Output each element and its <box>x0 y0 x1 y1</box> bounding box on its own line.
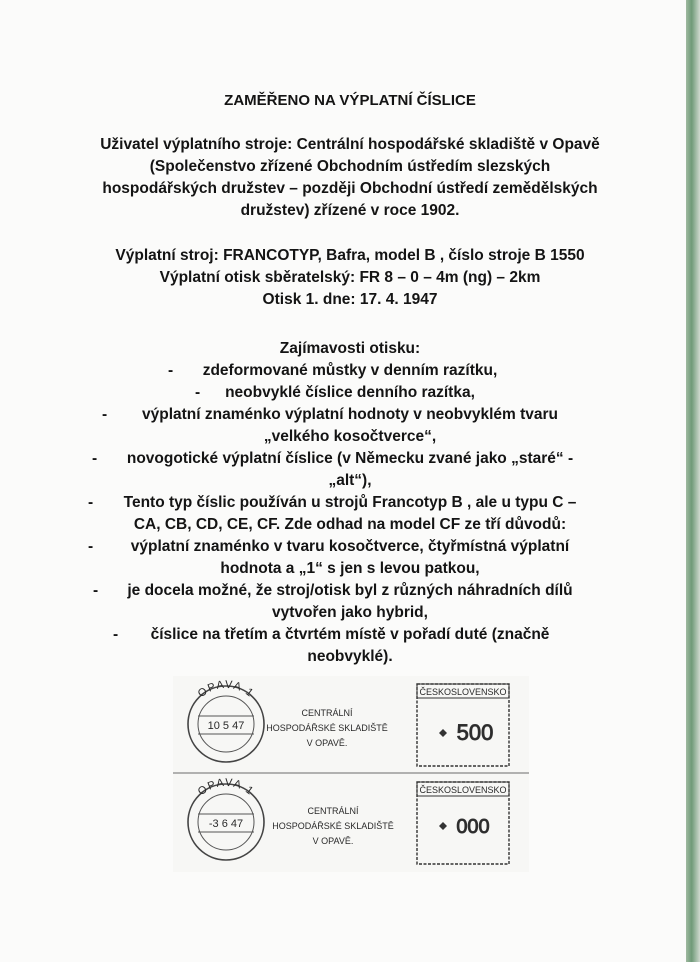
value-frame-2 <box>417 782 509 864</box>
sender-line: V OPAVĚ. <box>306 738 348 748</box>
list-dash: - <box>93 582 99 599</box>
page-edge-scan-artifact <box>686 0 700 962</box>
list-dash: - <box>113 626 119 643</box>
meter-value-1: 500 <box>456 720 494 745</box>
interest-item <box>30 580 670 624</box>
list-dash: - <box>88 538 94 555</box>
machine-description <box>30 245 670 311</box>
interest-line: „alt“), <box>328 472 372 489</box>
diamond-sign-icon <box>439 822 447 830</box>
sender-line: HOSPODÁŘSKÉ SKLADIŠTĚ <box>266 723 388 733</box>
country-name-2: ČESKOSLOVENSKO <box>419 785 507 795</box>
meter-impression-1 <box>188 679 509 766</box>
list-dash: - <box>92 450 98 467</box>
machine-line: Výplatní stroj: FRANCOTYP, Bafra, model B , číslo stroje B 1550 <box>115 247 585 264</box>
user-description <box>30 134 670 222</box>
user-line: Uživatel výplatního stroje: Centrální hospodářské skladiště v Opavě <box>100 136 600 153</box>
interest-item <box>30 536 670 580</box>
interest-line: vytvořen jako hybrid, <box>272 604 428 621</box>
list-dash: - <box>195 384 201 401</box>
meter-impression-2 <box>188 777 509 864</box>
list-dash: - <box>102 406 108 423</box>
postmark-town-2: OPAVA 1 <box>195 776 257 799</box>
interest-heading: Zajímavosti otisku: <box>279 340 421 357</box>
list-dash: - <box>168 362 174 379</box>
sender-slogan-1 <box>266 708 388 748</box>
value-frame-1 <box>417 684 509 766</box>
sender-line: CENTRÁLNÍ <box>307 806 359 816</box>
interest-list <box>30 360 670 668</box>
interest-line: Tento typ číslic používán u strojů Francotyp B , ale u typu C – <box>123 494 577 511</box>
interest-item <box>30 624 670 668</box>
interest-item <box>30 492 670 536</box>
postmark-date-1: 10 5 47 <box>207 720 245 732</box>
interest-line: „velkého kosočtverce“, <box>263 428 437 445</box>
interest-line: výplatní znaménko výplatní hodnoty v neobvyklém tvaru <box>141 406 559 423</box>
interest-line: novogotické výplatní číslice (v Německu zvané jako „staré“ - <box>126 450 574 467</box>
user-line: družstev) zřízené v roce 1902. <box>240 202 460 219</box>
country-name-1: ČESKOSLOVENSKO <box>419 687 507 697</box>
interest-line: číslice na třetím a čtvrtém místě v pořadí duté (značně <box>150 626 550 643</box>
meter-value-2: 000 <box>456 816 490 838</box>
date-postmark-2 <box>188 777 264 860</box>
sender-slogan-2 <box>272 806 394 846</box>
interest-line: zdeformované můstky v denním razítku, <box>202 362 498 379</box>
document-title: ZAMĚŘENO NA VÝPLATNÍ ČÍSLICE <box>224 92 476 109</box>
date-postmark-1 <box>188 679 264 762</box>
interest-line: hodnota a „1“ s jen s levou patkou, <box>220 560 480 577</box>
machine-line: Výplatní otisk sběratelský: FR 8 – 0 – 4m (ng) – 2km <box>159 269 541 286</box>
interest-line: je docela možné, že stroj/otisk byl z různých náhradních dílů <box>127 582 573 599</box>
interest-line: CA, CB, CD, CE, CF. Zde odhad na model CF ze tří důvodů: <box>133 516 567 533</box>
interest-item <box>30 448 670 492</box>
diamond-sign-icon <box>439 729 447 737</box>
list-dash: - <box>88 494 94 511</box>
meter-stamps-figure <box>173 676 529 872</box>
machine-line: Otisk 1. dne: 17. 4. 1947 <box>262 291 438 308</box>
postmark-town-1: OPAVA 1 <box>195 678 257 701</box>
interest-item <box>30 382 670 404</box>
interest-item <box>30 360 670 382</box>
interest-line: neobvyklé). <box>307 648 393 665</box>
user-line: (Společenstvo zřízené Obchodním ústředím slezských <box>149 158 551 175</box>
meter-stamps-svg <box>173 676 529 872</box>
interest-item <box>30 404 670 448</box>
sender-line: V OPAVĚ. <box>312 836 354 846</box>
sender-line: CENTRÁLNÍ <box>301 708 353 718</box>
interest-line: výplatní znaménko v tvaru kosočtverce, čtyřmístná výplatní <box>130 538 570 555</box>
postmark-date-2: -3 6 47 <box>208 818 244 830</box>
sender-line: HOSPODÁŘSKÉ SKLADIŠTĚ <box>272 821 394 831</box>
user-line: hospodářských družstev – později Obchodní ústředí zemědělských <box>102 180 598 197</box>
interest-line: neobvyklé číslice denního razítka, <box>225 384 475 401</box>
